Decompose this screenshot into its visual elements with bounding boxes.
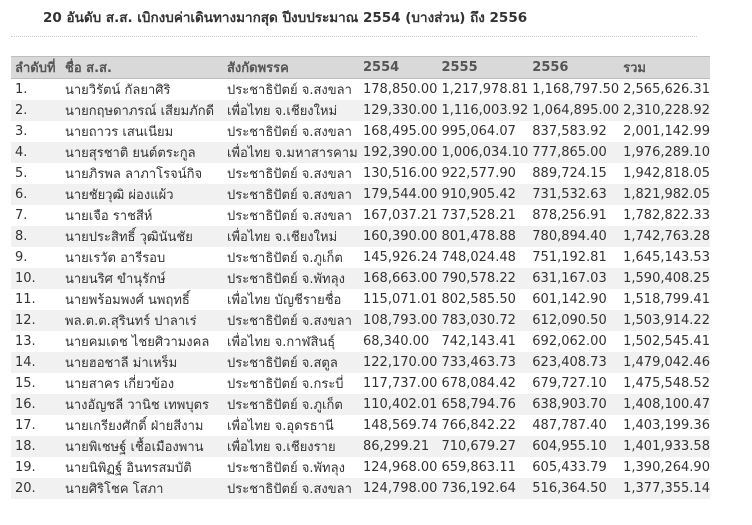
table-row: [11, 79, 710, 101]
y2556-cell: 1,064,895.00: [528, 100, 619, 121]
rank-cell: 1.: [11, 79, 61, 101]
party-cell: ประชาธิปัตย์ จ.สงขลา: [223, 184, 359, 205]
rank-cell: 11.: [11, 289, 61, 310]
total-cell: 1,518,799.41: [619, 289, 710, 310]
party-cell: ประชาธิปัตย์ จ.สงขลา: [223, 163, 359, 184]
rank-cell: 10.: [11, 268, 61, 289]
party-cell: เพื่อไทย จ.เชียงใหม่: [223, 100, 359, 121]
rank-cell: 5.: [11, 163, 61, 184]
party-cell: ประชาธิปัตย์ จ.พัทลุง: [223, 457, 359, 478]
y2556-cell: 638,903.70: [528, 394, 619, 415]
divider: [11, 36, 697, 37]
col-2556-header: 2556: [528, 57, 619, 79]
table-row: [11, 352, 710, 373]
name-cell: นายพิเชษฐ์ เชื้อเมืองพาน: [61, 436, 223, 457]
total-cell: 1,502,545.41: [619, 331, 710, 352]
y2556-cell: 837,583.92: [528, 121, 619, 142]
name-cell: นายฮอชาลี ม่าเหร็ม: [61, 352, 223, 373]
table-row: [11, 247, 710, 268]
y2554-cell: 145,926.24: [359, 247, 437, 268]
total-cell: 1,645,143.53: [619, 247, 710, 268]
y2554-cell: 148,569.74: [359, 415, 437, 436]
y2555-cell: 1,116,003.92: [437, 100, 528, 121]
name-cell: นายเรวัต อารีรอบ: [61, 247, 223, 268]
y2554-cell: 122,170.00: [359, 352, 437, 373]
y2556-cell: 487,787.40: [528, 415, 619, 436]
name-cell: นายคมเดช ไชยศิวามงคล: [61, 331, 223, 352]
col-party-header: สังกัดพรรค: [223, 57, 359, 79]
y2556-cell: 612,090.50: [528, 310, 619, 331]
name-cell: นางอัญชลี วานิช เทพบุตร: [61, 394, 223, 415]
party-cell: ประชาธิปัตย์ จ.สงขลา: [223, 79, 359, 101]
y2554-cell: 117,737.00: [359, 373, 437, 394]
y2556-cell: 731,532.63: [528, 184, 619, 205]
rank-cell: 15.: [11, 373, 61, 394]
y2556-cell: 623,408.73: [528, 352, 619, 373]
total-cell: 1,503,914.22: [619, 310, 710, 331]
total-cell: 1,403,199.36: [619, 415, 710, 436]
y2556-cell: 777,865.00: [528, 142, 619, 163]
rank-cell: 6.: [11, 184, 61, 205]
y2556-cell: 751,192.81: [528, 247, 619, 268]
y2556-cell: 780,894.40: [528, 226, 619, 247]
table-row: [11, 205, 710, 226]
name-cell: นายถาวร เสนเนียม: [61, 121, 223, 142]
y2555-cell: 783,030.72: [437, 310, 528, 331]
table-row: [11, 436, 710, 457]
col-rank-header: ลำดับที่: [11, 57, 61, 79]
y2555-cell: 659,863.11: [437, 457, 528, 478]
y2555-cell: 748,024.48: [437, 247, 528, 268]
party-cell: ประชาธิปัตย์ จ.สตูล: [223, 352, 359, 373]
y2554-cell: 192,390.00: [359, 142, 437, 163]
y2554-cell: 130,516.00: [359, 163, 437, 184]
total-cell: 1,942,818.05: [619, 163, 710, 184]
table-row: [11, 415, 710, 436]
y2554-cell: 124,798.00: [359, 478, 437, 499]
party-cell: เพื่อไทย จ.กาฬสินธุ์: [223, 331, 359, 352]
y2556-cell: 889,724.15: [528, 163, 619, 184]
total-cell: 1,782,822.33: [619, 205, 710, 226]
y2555-cell: 736,192.64: [437, 478, 528, 499]
y2555-cell: 710,679.27: [437, 436, 528, 457]
table-row: [11, 394, 710, 415]
table-row: [11, 457, 710, 478]
table-row: [11, 226, 710, 247]
rank-cell: 2.: [11, 100, 61, 121]
table-row: [11, 331, 710, 352]
expense-table: [11, 56, 710, 499]
y2556-cell: 516,364.50: [528, 478, 619, 499]
y2556-cell: 878,256.91: [528, 205, 619, 226]
rank-cell: 4.: [11, 142, 61, 163]
y2554-cell: 168,663.00: [359, 268, 437, 289]
y2556-cell: 604,955.10: [528, 436, 619, 457]
total-cell: 2,565,626.31: [619, 79, 710, 101]
rank-cell: 19.: [11, 457, 61, 478]
name-cell: นายพร้อมพงศ์ นพฤทธิ์: [61, 289, 223, 310]
y2554-cell: 115,071.01: [359, 289, 437, 310]
y2554-cell: 124,968.00: [359, 457, 437, 478]
total-cell: 1,408,100.47: [619, 394, 710, 415]
name-cell: นายสาคร เกี่ยวข้อง: [61, 373, 223, 394]
table-row: [11, 100, 710, 121]
header-row: [11, 57, 710, 79]
rank-cell: 13.: [11, 331, 61, 352]
rank-cell: 20.: [11, 478, 61, 499]
table-row: [11, 478, 710, 499]
page-title: 20 อันดับ ส.ส. เบิกงบค่าเดินทางมากสุด ปีงบประมาณ 2554 (บางส่วน) ถึง 2556: [43, 10, 528, 26]
y2554-cell: 178,850.00: [359, 79, 437, 101]
party-cell: เพื่อไทย จ.เชียงใหม่: [223, 226, 359, 247]
col-2555-header: 2555: [437, 57, 528, 79]
name-cell: นายประสิทธิ์ วุฒินันชัย: [61, 226, 223, 247]
y2554-cell: 167,037.21: [359, 205, 437, 226]
y2554-cell: 86,299.21: [359, 436, 437, 457]
total-cell: 2,001,142.99: [619, 121, 710, 142]
y2555-cell: 801,478.88: [437, 226, 528, 247]
party-cell: ประชาธิปัตย์ จ.พัทลุง: [223, 268, 359, 289]
total-cell: 1,390,264.90: [619, 457, 710, 478]
name-cell: พล.ต.ต.สุรินทร์ ปาลาเร่: [61, 310, 223, 331]
y2555-cell: 742,143.41: [437, 331, 528, 352]
table-row: [11, 289, 710, 310]
party-cell: เพื่อไทย บัญชีรายชื่อ: [223, 289, 359, 310]
y2556-cell: 631,167.03: [528, 268, 619, 289]
table-row: [11, 310, 710, 331]
party-cell: ประชาธิปัตย์ จ.กระบี่: [223, 373, 359, 394]
y2556-cell: 601,142.90: [528, 289, 619, 310]
rank-cell: 7.: [11, 205, 61, 226]
total-cell: 1,475,548.52: [619, 373, 710, 394]
name-cell: นายกฤษดาภรณ์ เสียมภักดี: [61, 100, 223, 121]
y2555-cell: 766,842.22: [437, 415, 528, 436]
y2555-cell: 737,528.21: [437, 205, 528, 226]
y2556-cell: 679,727.10: [528, 373, 619, 394]
col-2554-header: 2554: [359, 57, 437, 79]
y2554-cell: 68,340.00: [359, 331, 437, 352]
rank-cell: 8.: [11, 226, 61, 247]
name-cell: นายภิรพล ลาภาโรจน์กิจ: [61, 163, 223, 184]
total-cell: 1,742,763.28: [619, 226, 710, 247]
y2555-cell: 995,064.07: [437, 121, 528, 142]
total-cell: 1,401,933.58: [619, 436, 710, 457]
y2555-cell: 802,585.50: [437, 289, 528, 310]
party-cell: เพื่อไทย จ.อุดรธานี: [223, 415, 359, 436]
table-row: [11, 184, 710, 205]
total-cell: 2,310,228.92: [619, 100, 710, 121]
y2554-cell: 179,544.00: [359, 184, 437, 205]
name-cell: นายชัยวุฒิ ผ่องแผ้ว: [61, 184, 223, 205]
party-cell: ประชาธิปัตย์ จ.สงขลา: [223, 310, 359, 331]
y2554-cell: 108,793.00: [359, 310, 437, 331]
total-cell: 1,976,289.10: [619, 142, 710, 163]
y2556-cell: 1,168,797.50: [528, 79, 619, 101]
rank-cell: 16.: [11, 394, 61, 415]
y2554-cell: 110,402.01: [359, 394, 437, 415]
y2555-cell: 922,577.90: [437, 163, 528, 184]
name-cell: นายศิริโชค โสภา: [61, 478, 223, 499]
y2555-cell: 1,217,978.81: [437, 79, 528, 101]
party-cell: ประชาธิปัตย์ จ.สงขลา: [223, 121, 359, 142]
y2555-cell: 658,794.76: [437, 394, 528, 415]
rank-cell: 14.: [11, 352, 61, 373]
party-cell: ประชาธิปัตย์ จ.ภูเก็ต: [223, 394, 359, 415]
y2555-cell: 910,905.42: [437, 184, 528, 205]
total-cell: 1,821,982.05: [619, 184, 710, 205]
y2556-cell: 692,062.00: [528, 331, 619, 352]
table-row: [11, 163, 710, 184]
party-cell: ประชาธิปัตย์ จ.สงขลา: [223, 478, 359, 499]
name-cell: นายนิพิฏฐ์ อินทรสมบัติ: [61, 457, 223, 478]
party-cell: ประชาธิปัตย์ จ.ภูเก็ต: [223, 247, 359, 268]
name-cell: นายสุรชาติ ยนต์ตระกูล: [61, 142, 223, 163]
party-cell: ประชาธิปัตย์ จ.สงขลา: [223, 205, 359, 226]
party-cell: เพื่อไทย จ.มหาสารคาม: [223, 142, 359, 163]
table-row: [11, 373, 710, 394]
y2554-cell: 160,390.00: [359, 226, 437, 247]
y2555-cell: 678,084.42: [437, 373, 528, 394]
table-row: [11, 142, 710, 163]
name-cell: นายนริศ ขำนุรักษ์: [61, 268, 223, 289]
rank-cell: 18.: [11, 436, 61, 457]
y2556-cell: 605,433.79: [528, 457, 619, 478]
name-cell: นายเจือ ราชสีห์: [61, 205, 223, 226]
table-row: [11, 268, 710, 289]
name-cell: นายเกรียงศักดิ์ ฝ่ายสีงาม: [61, 415, 223, 436]
name-cell: นายวิรัตน์ กัลยาศิริ: [61, 79, 223, 101]
y2555-cell: 790,578.22: [437, 268, 528, 289]
y2555-cell: 733,463.73: [437, 352, 528, 373]
rank-cell: 12.: [11, 310, 61, 331]
rank-cell: 3.: [11, 121, 61, 142]
total-cell: 1,590,408.25: [619, 268, 710, 289]
total-cell: 1,479,042.46: [619, 352, 710, 373]
table-body: [11, 79, 710, 500]
table-row: [11, 121, 710, 142]
rank-cell: 17.: [11, 415, 61, 436]
y2554-cell: 168,495.00: [359, 121, 437, 142]
total-cell: 1,377,355.14: [619, 478, 710, 499]
col-name-header: ชื่อ ส.ส.: [61, 57, 223, 79]
party-cell: เพื่อไทย จ.เชียงราย: [223, 436, 359, 457]
y2555-cell: 1,006,034.10: [437, 142, 528, 163]
rank-cell: 9.: [11, 247, 61, 268]
col-total-header: รวม: [619, 57, 710, 79]
y2554-cell: 129,330.00: [359, 100, 437, 121]
